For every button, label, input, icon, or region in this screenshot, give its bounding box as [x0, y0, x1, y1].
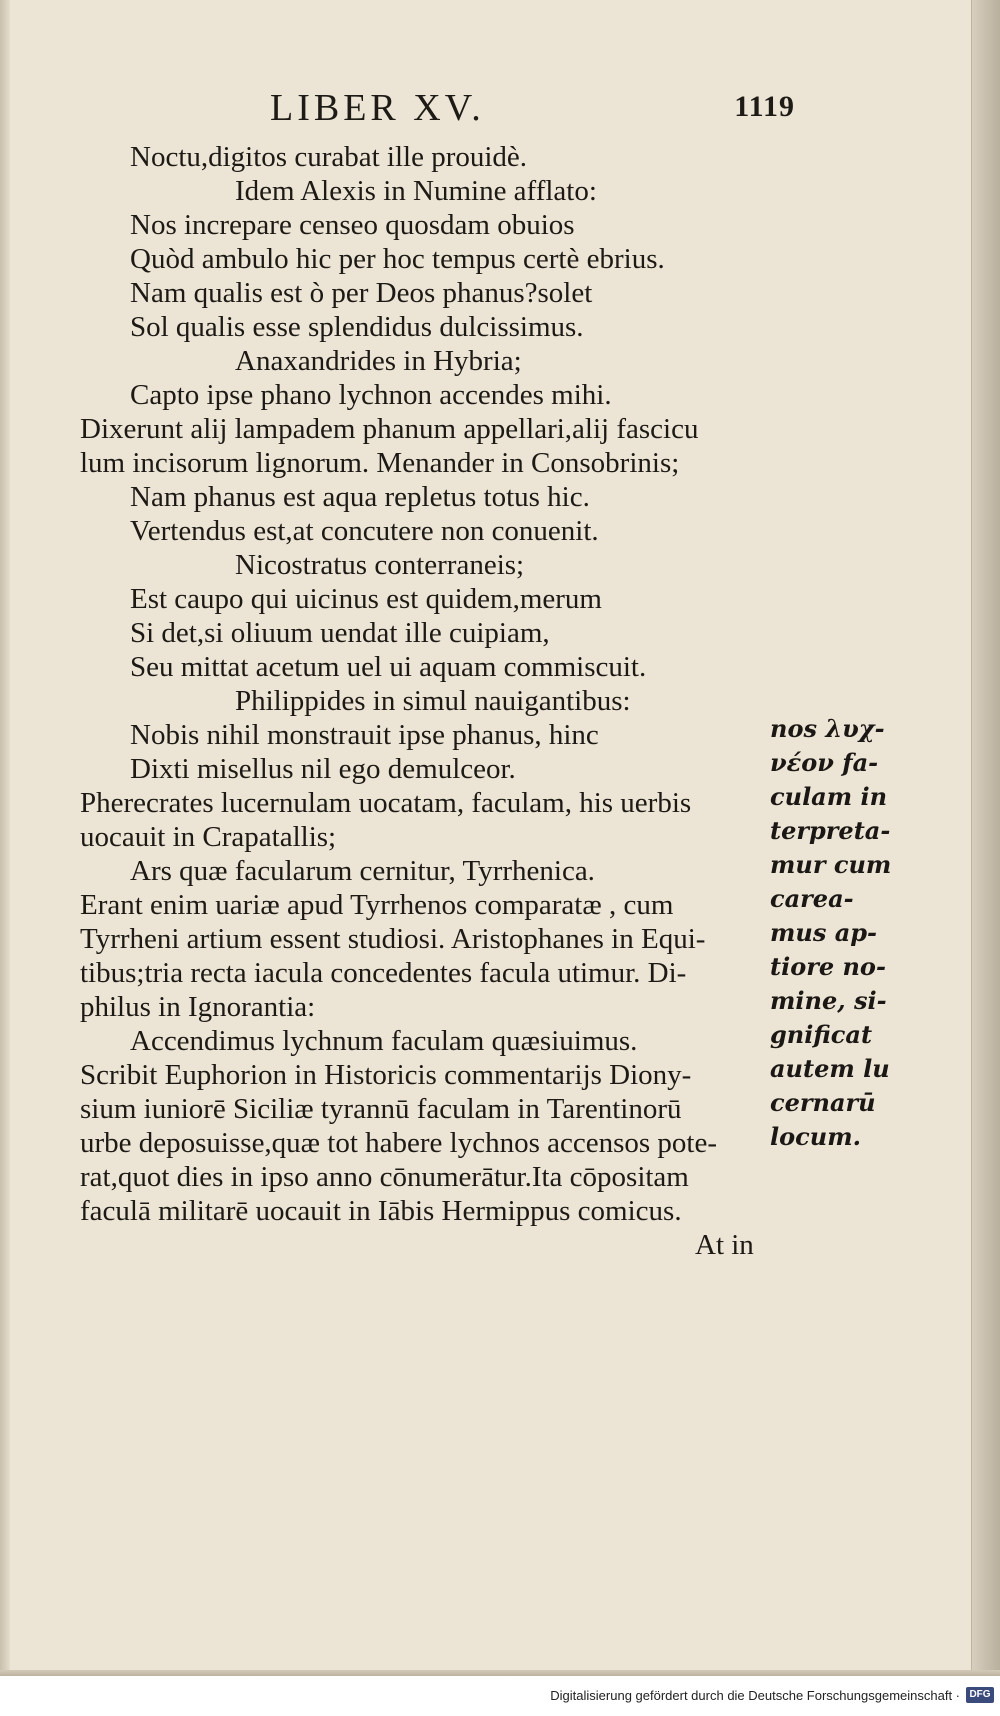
funding-credit: Digitalisierung gefördert durch die Deutsche Forschungsgemeinschaft · — [550, 1688, 960, 1703]
text-line: Anaxandrides in Hybria; — [235, 345, 522, 377]
text-line: Tyrrheni artium essent studiosi. Aristophanes in Equi- — [80, 923, 706, 955]
text-line: Dixerunt alij lampadem phanum appellari,alij fascicu — [80, 413, 699, 445]
text-line: Dixti misellus nil ego demulceor. — [130, 753, 516, 785]
text-line: Quòd ambulo hic per hoc tempus certè ebrius. — [130, 243, 665, 275]
text-line: Nobis nihil monstrauit ipse phanus, hinc — [130, 719, 599, 751]
page-right-edge — [971, 0, 1000, 1716]
text-line: Noctu,digitos curabat ille prouidè. — [130, 141, 528, 173]
text-line: Pherecrates lucernulam uocatam, faculam, his uerbis — [80, 787, 692, 819]
text-line: faculā militarē uocauit in Iābis Hermippus comicus. — [80, 1195, 682, 1227]
text-line: Si det,si oliuum uendat ille cuipiam, — [130, 617, 550, 649]
page-number: 1119 — [734, 90, 795, 123]
text-line: Erant enim uariæ apud Tyrrhenos comparatæ , cum — [80, 889, 674, 921]
text-line: philus in Ignorantia: — [80, 991, 316, 1023]
text-line: Nam qualis est ò per Deos phanus?solet — [130, 277, 593, 309]
text-line: Vertendus est,at concutere non conuenit. — [130, 515, 599, 547]
margin-note-line: mur cum — [770, 850, 892, 879]
margin-note — [770, 712, 890, 1154]
margin-note-line: tiore no- — [770, 952, 886, 981]
text-line: sium iuniorē Siciliæ tyrannū faculam in Tarentinorū — [80, 1093, 682, 1125]
text-line: Accendimus lychnum faculam quæsiuimus. — [130, 1025, 638, 1057]
text-line: Sol qualis esse splendidus dulcissimus. — [130, 311, 584, 343]
page-left-edge — [0, 0, 10, 1716]
dfg-logo: DFG — [966, 1687, 994, 1703]
footer-bar — [0, 1676, 1000, 1716]
text-line: Nicostratus conterraneis; — [235, 549, 525, 581]
margin-note-line: cernarū — [770, 1088, 876, 1117]
text-line: Idem Alexis in Numine afflato: — [235, 175, 597, 207]
text-line: rat,quot dies in ipso anno cōnumerātur.Ita cōpositam — [80, 1161, 689, 1193]
margin-note-line: autem lu — [770, 1054, 890, 1083]
text-line: Ars quæ facularum cernitur, Tyrrhenica. — [130, 855, 595, 887]
margin-note-line: nos λυχ- — [770, 714, 885, 743]
margin-note-line: culam in — [770, 782, 888, 811]
text-line: uocauit in Crapatallis; — [80, 821, 337, 853]
text-line: Est caupo qui uicinus est quidem,merum — [130, 583, 602, 615]
margin-note-line: mine, si- — [770, 986, 887, 1015]
catchword: At in — [695, 1229, 754, 1261]
text-line: Nam phanus est aqua repletus totus hic. — [130, 481, 590, 513]
margin-note-line: locum. — [770, 1122, 861, 1151]
margin-note-line: mus ap- — [770, 918, 878, 947]
margin-note-line: carea- — [770, 884, 854, 913]
text-line: tibus;tria recta iacula concedentes facula utimur. Di- — [80, 957, 687, 989]
margin-note-line: gnificat — [770, 1020, 873, 1049]
text-line: Nos increpare censeo quosdam obuios — [130, 209, 575, 241]
text-line: Seu mittat acetum uel ui aquam commiscuit. — [130, 651, 647, 683]
text-line: Scribit Euphorion in Historicis commentarijs Diony- — [80, 1059, 692, 1091]
running-head: LIBER XV. — [270, 87, 485, 129]
margin-note-line: terpreta- — [770, 816, 891, 845]
text-line: Philippides in simul nauigantibus: — [235, 685, 631, 717]
text-line: urbe deposuisse,quæ tot habere lychnos accensos pote- — [80, 1127, 718, 1159]
margin-note-line: νέον fa- — [770, 748, 879, 777]
page-header — [250, 86, 810, 136]
text-line: lum incisorum lignorum. Menander in Consobrinis; — [80, 447, 680, 479]
text-line: Capto ipse phano lychnon accendes mihi. — [130, 379, 612, 411]
main-text-block — [80, 140, 770, 1262]
